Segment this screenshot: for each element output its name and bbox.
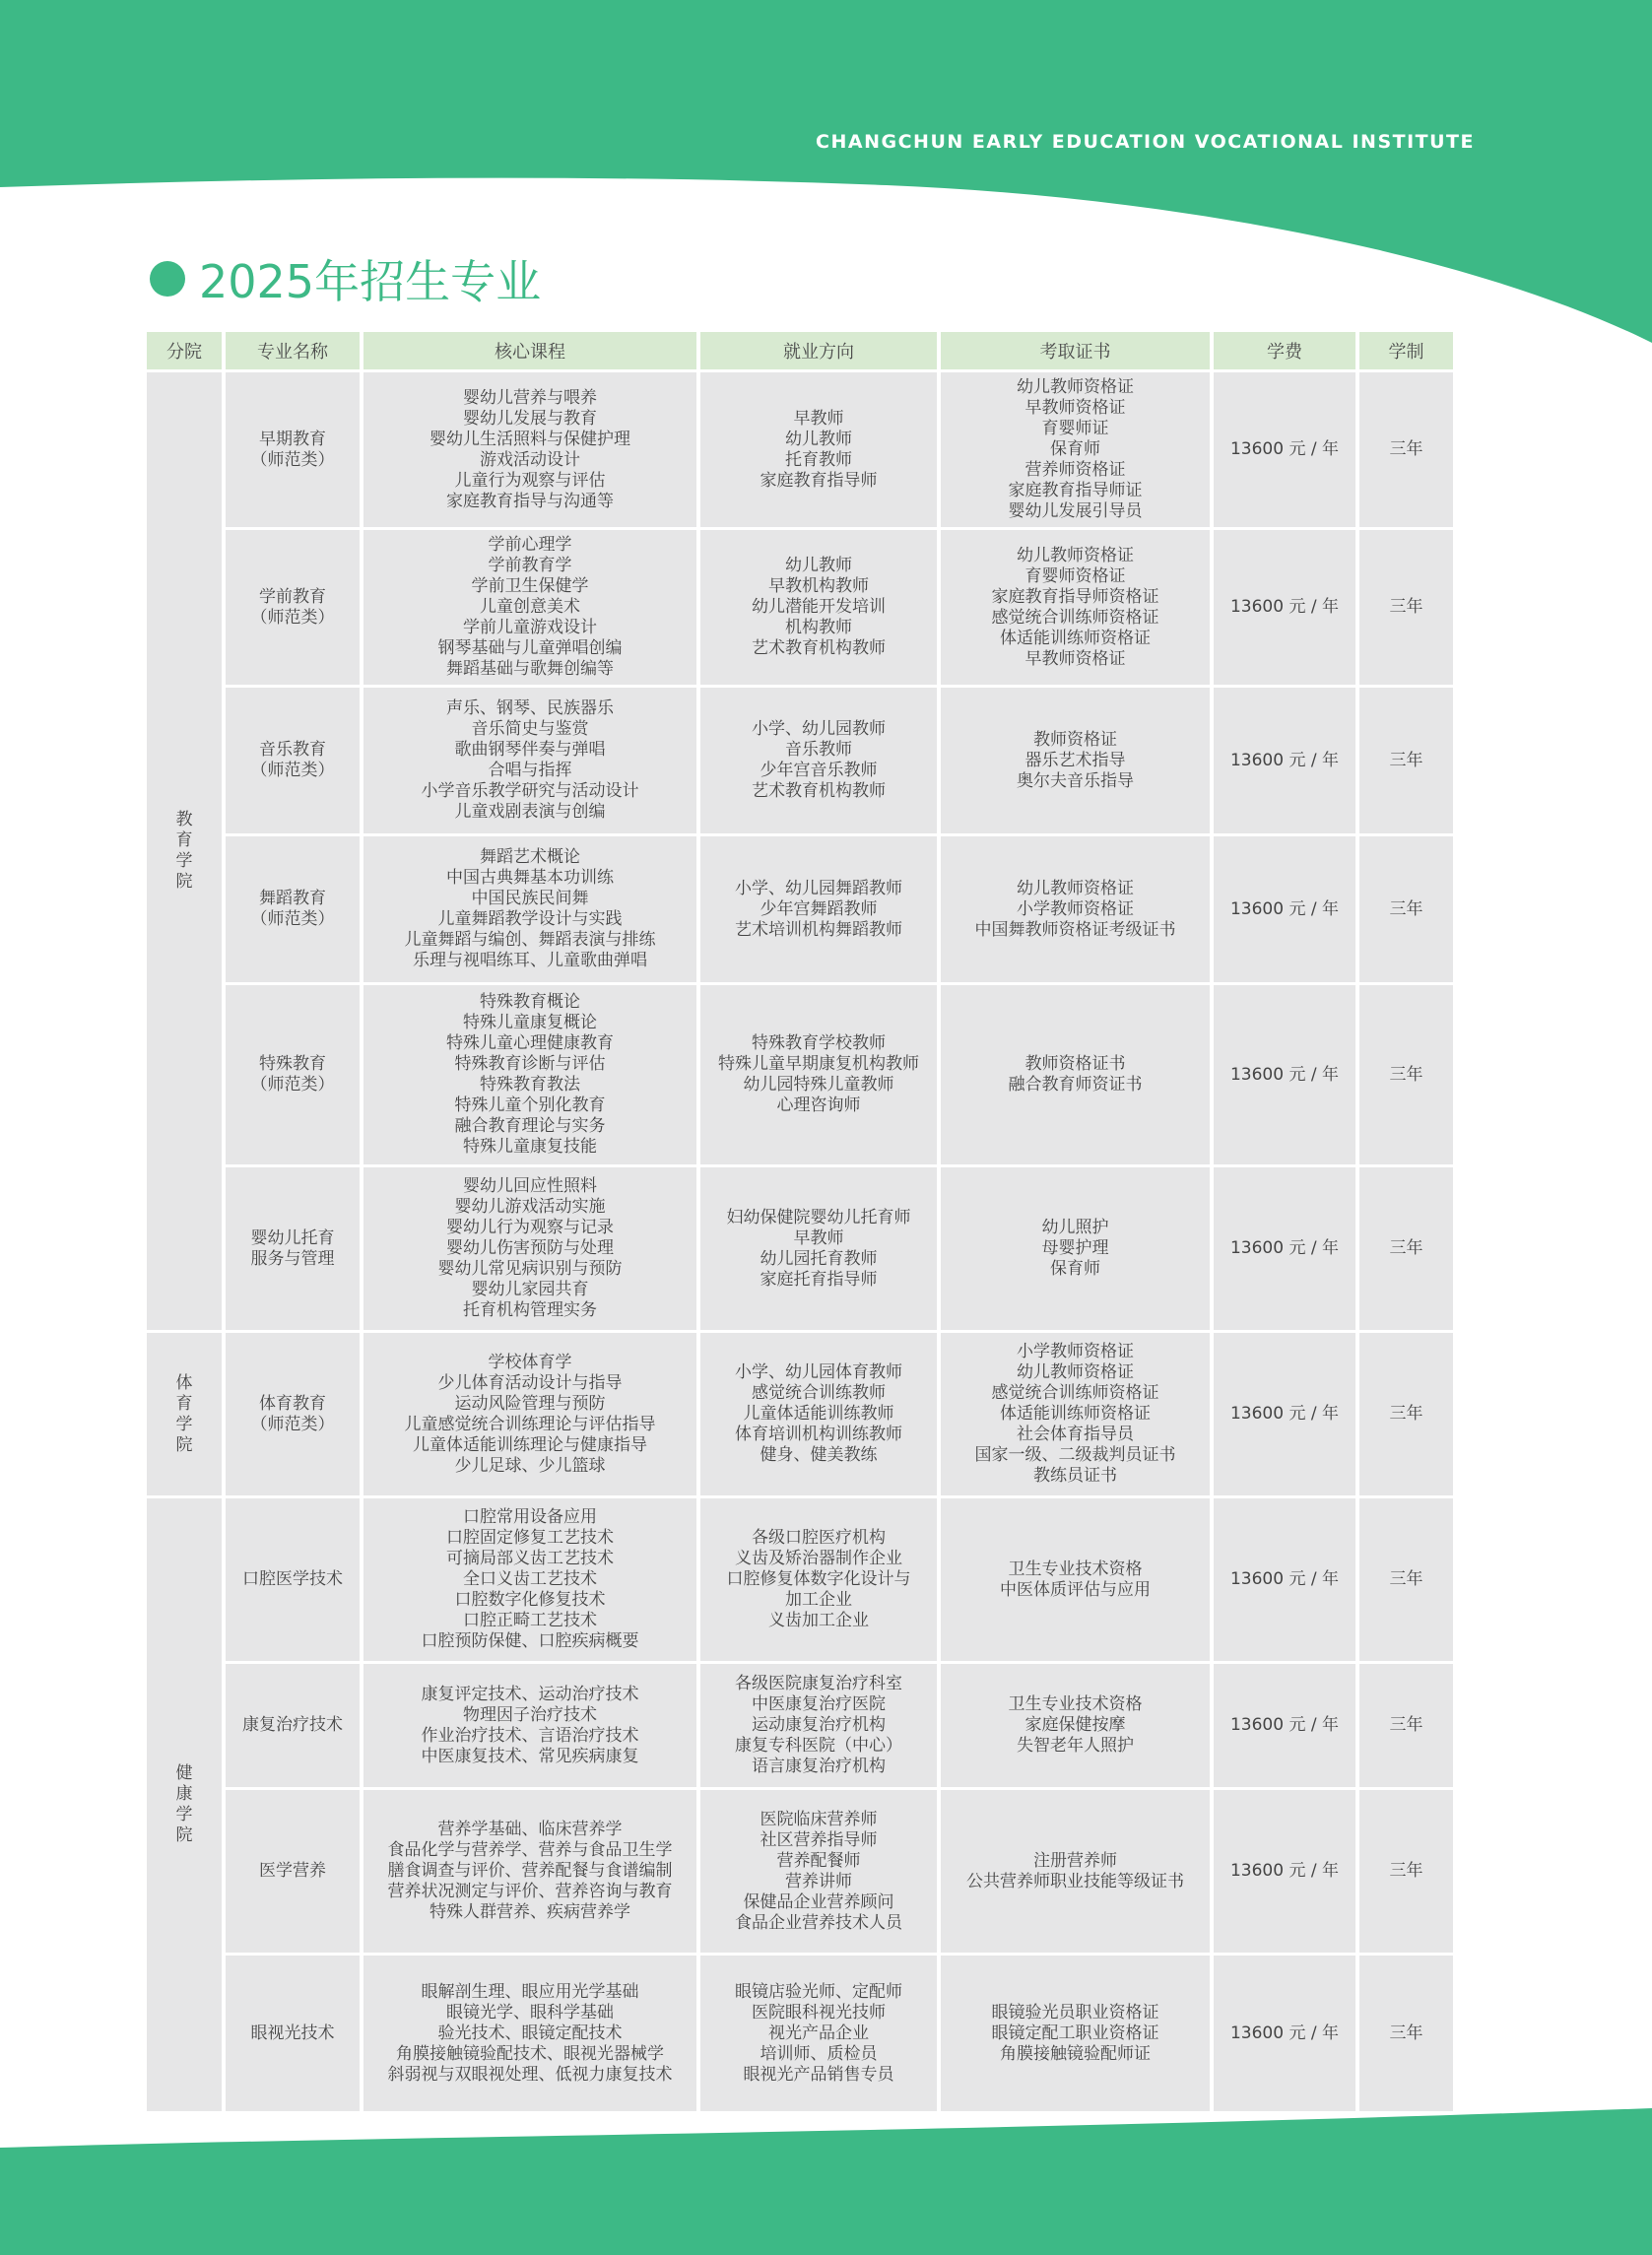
courses-cell-line: 膳食调查与评价、营养配餐与食谱编制 xyxy=(387,1861,673,1881)
careers-cell-line: 特殊儿童早期康复机构教师 xyxy=(718,1054,919,1074)
courses-cell-line: 学校体育学 xyxy=(488,1352,572,1372)
certificates-cell-line: 眼镜验光员职业资格证 xyxy=(991,2002,1159,2023)
column-header-fee: 学费 xyxy=(1214,332,1355,369)
major-name-cell xyxy=(226,1333,360,1495)
courses-cell-line: 儿童体适能训练理论与健康指导 xyxy=(413,1434,647,1455)
courses-cell-line: 儿童舞蹈教学设计与实践 xyxy=(437,909,623,929)
courses-cell-line: 特殊儿童心理健康教育 xyxy=(446,1033,614,1053)
table-row xyxy=(147,836,1453,982)
courses-cell-line: 学前儿童游戏设计 xyxy=(463,618,597,637)
courses-cell xyxy=(363,688,696,833)
careers-cell-line: 医院眼科视光技师 xyxy=(752,2002,886,2023)
years-cell: 三年 xyxy=(1359,1167,1453,1330)
fee-cell: 13600 元 / 年 xyxy=(1214,1498,1355,1661)
courses-cell-line: 儿童感觉统合训练理论与评估指导 xyxy=(404,1414,656,1434)
major-name-cell xyxy=(226,836,360,982)
courses-cell-line: 特殊儿童个别化教育 xyxy=(454,1095,606,1115)
fee-cell: 13600 元 / 年 xyxy=(1214,1333,1355,1495)
years-cell: 三年 xyxy=(1359,372,1453,527)
certificates-cell-line: 卫生专业技术资格 xyxy=(1008,1694,1143,1714)
fee-cell: 13600 元 / 年 xyxy=(1214,1790,1355,1953)
years-cell: 三年 xyxy=(1359,688,1453,833)
careers-cell-line: 心理咨询师 xyxy=(776,1095,861,1115)
careers-cell-line: 保健品企业营养顾问 xyxy=(743,1891,894,1912)
careers-cell xyxy=(700,1498,937,1661)
courses-cell-line: 儿童创意美术 xyxy=(480,597,580,617)
certificates-cell-line: 奥尔夫音乐指导 xyxy=(1017,770,1134,791)
careers-cell-line: 义齿及矫治器制作企业 xyxy=(735,1549,902,1568)
courses-cell-line: 角膜接触镜验配技术、眼视光器械学 xyxy=(396,2043,664,2064)
careers-cell-line: 艺术教育机构教师 xyxy=(752,781,886,801)
major-name-cell-line: 婴幼儿托育 xyxy=(250,1227,335,1248)
careers-cell-line: 运动康复治疗机构 xyxy=(752,1715,886,1735)
certificates-cell xyxy=(941,1956,1210,2111)
careers-cell-line: 幼儿园特殊儿童教师 xyxy=(743,1075,894,1094)
major-name-cell-line: 康复治疗技术 xyxy=(242,1715,343,1735)
courses-cell-line: 学前卫生保健学 xyxy=(471,576,589,596)
column-header-college: 分院 xyxy=(147,332,222,369)
certificates-cell xyxy=(941,985,1210,1164)
careers-cell-line: 眼视光产品销售专员 xyxy=(743,2064,894,2085)
major-name-cell xyxy=(226,372,360,527)
careers-cell-line: 艺术教育机构教师 xyxy=(752,638,886,658)
major-name-cell xyxy=(226,1498,360,1661)
table-row xyxy=(147,372,1453,527)
bottom-green-band xyxy=(0,2108,1652,2255)
major-name-cell xyxy=(226,985,360,1164)
certificates-cell-line: 教练员证书 xyxy=(1033,1466,1117,1486)
table-row xyxy=(147,1333,1453,1495)
years-cell: 三年 xyxy=(1359,985,1453,1164)
certificates-cell xyxy=(941,1790,1210,1953)
certificates-cell-line: 角膜接触镜验配师证 xyxy=(1000,2043,1151,2064)
table-row xyxy=(147,1664,1453,1787)
major-name-cell-line: 服务与管理 xyxy=(250,1248,335,1269)
certificates-cell-line: 中医体质评估与应用 xyxy=(1000,1579,1151,1600)
courses-cell-line: 婴幼儿伤害预防与处理 xyxy=(446,1238,614,1258)
careers-cell-line: 妇幼保健院婴幼儿托育师 xyxy=(726,1207,911,1227)
college-cell xyxy=(147,1333,222,1495)
courses-cell-line: 钢琴基础与儿童弹唱创编 xyxy=(437,638,623,658)
major-name-cell-line: 学前教育 xyxy=(259,586,326,607)
certificates-cell-line: 国家一级、二级裁判员证书 xyxy=(974,1445,1176,1465)
certificates-cell xyxy=(941,688,1210,833)
certificates-cell-line: 感觉统合训练师资格证 xyxy=(991,1383,1159,1403)
certificates-cell-line: 幼儿照护 xyxy=(1041,1218,1109,1237)
courses-cell xyxy=(363,985,696,1164)
years-cell: 三年 xyxy=(1359,1498,1453,1661)
courses-cell-line: 婴幼儿游戏活动实施 xyxy=(454,1197,606,1217)
careers-cell xyxy=(700,1956,937,2111)
courses-cell-line: 斜弱视与双眼视处理、低视力康复技术 xyxy=(387,2064,673,2085)
section-title: 2025年招生专业 xyxy=(199,255,542,308)
certificates-cell-line: 社会体育指导员 xyxy=(1017,1425,1134,1444)
courses-cell xyxy=(363,1498,696,1661)
college-cell xyxy=(147,372,222,1330)
careers-cell-line: 体育培训机构训练教师 xyxy=(735,1425,902,1444)
certificates-cell xyxy=(941,1167,1210,1330)
courses-cell-line: 儿童行为观察与评估 xyxy=(454,470,606,491)
careers-cell-line: 语言康复治疗机构 xyxy=(752,1757,886,1776)
careers-cell-line: 家庭托育指导师 xyxy=(760,1269,878,1290)
careers-cell-line: 加工企业 xyxy=(785,1590,852,1610)
careers-cell-line: 小学、幼儿园教师 xyxy=(752,719,886,739)
careers-cell xyxy=(700,1333,937,1495)
courses-cell-line: 可摘局部义齿工艺技术 xyxy=(446,1549,614,1568)
careers-cell-line: 眼镜店验光师、定配师 xyxy=(735,1981,902,2002)
years-cell: 三年 xyxy=(1359,530,1453,685)
courses-cell-line: 口腔数字化修复技术 xyxy=(454,1590,606,1610)
careers-cell-line: 小学、幼儿园体育教师 xyxy=(735,1362,902,1382)
careers-cell-line: 音乐教师 xyxy=(785,740,852,760)
courses-cell xyxy=(363,530,696,685)
certificates-cell-line: 育婴师资格证 xyxy=(1024,565,1126,586)
certificates-cell-line: 家庭教育指导师证 xyxy=(1008,481,1143,500)
careers-cell-line: 早教师 xyxy=(793,408,844,429)
major-name-cell-line: 医学营养 xyxy=(259,1861,326,1881)
careers-cell-line: 家庭教育指导师 xyxy=(760,470,878,491)
courses-cell-line: 运动风险管理与预防 xyxy=(454,1393,606,1414)
fee-cell: 13600 元 / 年 xyxy=(1214,1167,1355,1330)
major-name-cell xyxy=(226,1790,360,1953)
courses-cell-line: 婴幼儿家园共育 xyxy=(471,1280,589,1299)
fee-cell: 13600 元 / 年 xyxy=(1214,836,1355,982)
careers-cell-line: 幼儿园托育教师 xyxy=(760,1248,878,1269)
college-name: 体育学院 xyxy=(175,1372,193,1455)
major-name-cell-line: （师范类） xyxy=(250,607,335,628)
certificates-cell xyxy=(941,530,1210,685)
college-name: 健康学院 xyxy=(175,1763,193,1845)
certificates-cell xyxy=(941,1333,1210,1495)
courses-cell-line: 特殊教育教法 xyxy=(480,1075,580,1094)
careers-cell-line: 食品企业营养技术人员 xyxy=(735,1912,902,1933)
careers-cell-line: 中医康复治疗医院 xyxy=(752,1694,886,1714)
careers-cell-line: 培训师、质检员 xyxy=(760,2043,878,2064)
careers-cell-line: 感觉统合训练教师 xyxy=(752,1383,886,1403)
column-header-years: 学制 xyxy=(1359,332,1453,369)
certificates-cell-line: 幼儿教师资格证 xyxy=(1017,377,1134,397)
fee-cell: 13600 元 / 年 xyxy=(1214,688,1355,833)
courses-cell-line: 口腔预防保健、口腔疾病概要 xyxy=(421,1631,639,1651)
courses-cell-line: 游戏活动设计 xyxy=(480,449,580,470)
courses-cell xyxy=(363,372,696,527)
college-cell xyxy=(147,1498,222,2111)
courses-cell-line: 少儿足球、少儿篮球 xyxy=(454,1455,606,1476)
major-name-cell xyxy=(226,530,360,685)
fee-cell: 13600 元 / 年 xyxy=(1214,530,1355,685)
certificates-cell xyxy=(941,372,1210,527)
careers-cell-line: 特殊教育学校教师 xyxy=(752,1033,886,1053)
college-name: 教育学院 xyxy=(175,810,193,892)
careers-cell-line: 康复专科医院（中心） xyxy=(735,1736,902,1756)
certificates-cell-line: 体适能训练师资格证 xyxy=(1000,628,1151,648)
careers-cell xyxy=(700,1664,937,1787)
courses-cell xyxy=(363,1333,696,1495)
courses-cell-line: 学前心理学 xyxy=(488,535,572,555)
careers-cell-line: 健身、健美教练 xyxy=(760,1445,878,1465)
certificates-cell xyxy=(941,1664,1210,1787)
courses-cell-line: 婴幼儿发展与教育 xyxy=(463,408,597,429)
careers-cell-line: 营养配餐师 xyxy=(776,1850,861,1871)
careers-cell-line: 医院临床营养师 xyxy=(760,1809,878,1829)
courses-cell xyxy=(363,1664,696,1787)
certificates-cell-line: 母婴护理 xyxy=(1041,1238,1109,1258)
certificates-cell-line: 育婴师证 xyxy=(1041,419,1109,438)
courses-cell xyxy=(363,1790,696,1953)
certificates-cell-line: 保育师 xyxy=(1050,439,1100,459)
major-name-cell xyxy=(226,688,360,833)
certificates-cell-line: 幼儿教师资格证 xyxy=(1017,545,1134,565)
certificates-cell-line: 家庭保健按摩 xyxy=(1024,1715,1126,1735)
certificates-cell-line: 早教师资格证 xyxy=(1024,648,1126,669)
courses-cell xyxy=(363,836,696,982)
certificates-cell-line: 婴幼儿发展引导员 xyxy=(1008,501,1143,521)
courses-cell-line: 舞蹈基础与歌舞创编等 xyxy=(446,659,614,679)
certificates-cell-line: 失智老年人照护 xyxy=(1017,1736,1134,1756)
certificates-cell-line: 幼儿教师资格证 xyxy=(1017,1362,1134,1382)
table-row xyxy=(147,1956,1453,2111)
courses-cell-line: 眼镜光学、眼科学基础 xyxy=(446,2002,614,2023)
major-name-cell-line: 特殊教育 xyxy=(259,1054,326,1074)
major-name-cell-line: 早期教育 xyxy=(259,429,326,449)
certificates-cell-line: 中国舞教师资格证考级证书 xyxy=(974,919,1176,940)
courses-cell-line: 音乐简史与鉴赏 xyxy=(471,719,589,739)
courses-cell-line: 营养学基础、临床营养学 xyxy=(437,1820,623,1839)
courses-cell-line: 融合教育理论与实务 xyxy=(454,1116,606,1136)
courses-cell-line: 特殊教育诊断与评估 xyxy=(454,1054,606,1074)
certificates-cell-line: 眼镜定配工职业资格证 xyxy=(991,2023,1159,2043)
column-header-major: 专业名称 xyxy=(226,332,360,369)
careers-cell-line: 少年宫音乐教师 xyxy=(760,761,878,780)
years-cell: 三年 xyxy=(1359,1333,1453,1495)
years-cell: 三年 xyxy=(1359,1790,1453,1953)
major-name-cell-line: （师范类） xyxy=(250,1414,335,1434)
careers-cell-line: 各级口腔医疗机构 xyxy=(752,1528,886,1548)
courses-cell-line: 婴幼儿行为观察与记录 xyxy=(446,1218,614,1237)
courses-cell-line: 中国民族民间舞 xyxy=(471,889,589,908)
courses-cell-line: 婴幼儿生活照料与保健护理 xyxy=(430,429,630,449)
careers-cell-line: 营养讲师 xyxy=(785,1871,852,1891)
certificates-cell-line: 小学教师资格证 xyxy=(1017,1342,1134,1361)
careers-cell-line: 托育教师 xyxy=(785,449,852,470)
courses-cell-line: 歌曲钢琴伴奏与弹唱 xyxy=(454,740,606,760)
major-name-cell-line: 舞蹈教育 xyxy=(259,889,326,908)
certificates-cell-line: 器乐艺术指导 xyxy=(1024,750,1126,770)
courses-cell-line: 验光技术、眼镜定配技术 xyxy=(437,2023,623,2043)
courses-cell-line: 婴幼儿常见病识别与预防 xyxy=(437,1259,623,1279)
courses-cell-line: 食品化学与营养学、营养与食品卫生学 xyxy=(387,1840,673,1860)
major-name-cell-line: 音乐教育 xyxy=(259,740,326,760)
major-name-cell-line: 口腔医学技术 xyxy=(242,1569,343,1589)
courses-cell xyxy=(363,1167,696,1330)
courses-cell-line: 学前教育学 xyxy=(488,556,572,575)
certificates-cell-line: 卫生专业技术资格 xyxy=(1008,1559,1143,1579)
fee-cell: 13600 元 / 年 xyxy=(1214,372,1355,527)
courses-cell-line: 乐理与视唱练耳、儿童歌曲弹唱 xyxy=(413,951,647,970)
careers-cell-line: 社区营养指导师 xyxy=(760,1829,878,1850)
major-name-cell-line: （师范类） xyxy=(250,449,335,470)
courses-cell-line: 口腔固定修复工艺技术 xyxy=(446,1528,614,1548)
fee-cell: 13600 元 / 年 xyxy=(1214,1664,1355,1787)
institute-name: CHANGCHUN EARLY EDUCATION VOCATIONAL INSTITUTE xyxy=(816,131,1475,153)
courses-cell-line: 婴幼儿回应性照料 xyxy=(463,1176,597,1196)
careers-cell-line: 各级医院康复治疗科室 xyxy=(735,1674,902,1693)
certificates-cell-line: 体适能训练师资格证 xyxy=(1000,1404,1151,1424)
table-row xyxy=(147,688,1453,833)
section-header xyxy=(150,246,541,311)
courses-cell-line: 少儿体育活动设计与指导 xyxy=(437,1372,623,1393)
careers-cell-line: 义齿加工企业 xyxy=(768,1611,869,1630)
courses-cell-line: 口腔正畸工艺技术 xyxy=(463,1611,597,1630)
courses-cell-line: 婴幼儿营养与喂养 xyxy=(463,387,597,408)
fee-cell: 13600 元 / 年 xyxy=(1214,985,1355,1164)
certificates-cell xyxy=(941,836,1210,982)
courses-cell-line: 舞蹈艺术概论 xyxy=(480,847,580,867)
table-row xyxy=(147,1498,1453,1661)
courses-cell-line: 特殊儿童康复概论 xyxy=(463,1013,597,1032)
certificates-cell-line: 早教师资格证 xyxy=(1024,398,1126,418)
courses-cell-line: 口腔常用设备应用 xyxy=(463,1507,597,1527)
certificates-cell-line: 幼儿教师资格证 xyxy=(1017,878,1134,898)
careers-cell-line: 视光产品企业 xyxy=(768,2023,869,2043)
certificates-cell-line: 营养师资格证 xyxy=(1024,460,1126,480)
table-row xyxy=(147,1790,1453,1953)
courses-cell-line: 作业治疗技术、言语治疗技术 xyxy=(421,1725,639,1746)
careers-cell xyxy=(700,530,937,685)
careers-cell xyxy=(700,985,937,1164)
careers-cell xyxy=(700,1167,937,1330)
careers-cell-line: 早教机构教师 xyxy=(768,576,869,596)
courses-cell xyxy=(363,1956,696,2111)
courses-cell-line: 眼解剖生理、眼应用光学基础 xyxy=(421,1981,639,2002)
fee-cell: 13600 元 / 年 xyxy=(1214,1956,1355,2111)
major-name-cell-line: （师范类） xyxy=(250,909,335,929)
years-cell: 三年 xyxy=(1359,1664,1453,1787)
certificates-cell-line: 家庭教育指导师资格证 xyxy=(991,586,1159,607)
major-name-cell-line: （师范类） xyxy=(250,761,335,780)
major-name-cell-line: 体育教育 xyxy=(259,1393,326,1414)
careers-cell xyxy=(700,836,937,982)
major-name-cell-line: 眼视光技术 xyxy=(250,2023,335,2043)
careers-cell xyxy=(700,372,937,527)
majors-table xyxy=(143,329,1457,2114)
courses-cell-line: 小学音乐教学研究与活动设计 xyxy=(421,781,639,801)
major-name-cell xyxy=(226,1167,360,1330)
courses-cell-line: 声乐、钢琴、民族器乐 xyxy=(446,698,614,718)
certificates-cell-line: 保育师 xyxy=(1050,1259,1100,1279)
certificates-cell-line: 小学教师资格证 xyxy=(1017,898,1134,919)
careers-cell-line: 小学、幼儿园舞蹈教师 xyxy=(735,878,902,898)
table-row xyxy=(147,1167,1453,1330)
courses-cell-line: 营养状况测定与评价、营养咨询与教育 xyxy=(387,1882,673,1901)
courses-cell-line: 全口义齿工艺技术 xyxy=(463,1569,597,1589)
table-row xyxy=(147,530,1453,685)
major-name-cell xyxy=(226,1956,360,2111)
years-cell: 三年 xyxy=(1359,1956,1453,2111)
column-header-certificates: 考取证书 xyxy=(941,332,1210,369)
major-name-cell xyxy=(226,1664,360,1787)
major-name-cell-line: （师范类） xyxy=(250,1075,335,1094)
certificates-cell-line: 教师资格证书 xyxy=(1024,1054,1126,1074)
careers-cell-line: 机构教师 xyxy=(785,618,852,637)
certificates-cell-line: 感觉统合训练师资格证 xyxy=(991,607,1159,628)
years-cell: 三年 xyxy=(1359,836,1453,982)
careers-cell-line: 口腔修复体数字化设计与 xyxy=(726,1569,911,1589)
courses-cell-line: 特殊儿童康复技能 xyxy=(463,1137,597,1157)
certificates-cell xyxy=(941,1498,1210,1661)
courses-cell-line: 特殊教育概论 xyxy=(480,992,580,1012)
careers-cell-line: 幼儿教师 xyxy=(785,556,852,575)
courses-cell-line: 合唱与指挥 xyxy=(488,761,572,780)
column-header-courses: 核心课程 xyxy=(363,332,696,369)
courses-cell-line: 康复评定技术、运动治疗技术 xyxy=(421,1684,639,1704)
table-body xyxy=(147,372,1453,2111)
certificates-cell-line: 融合教育师资证书 xyxy=(1008,1075,1143,1094)
courses-cell-line: 家庭教育指导与沟通等 xyxy=(446,491,614,511)
courses-cell-line: 儿童舞蹈与编创、舞蹈表演与排练 xyxy=(404,930,656,950)
careers-cell-line: 少年宫舞蹈教师 xyxy=(760,898,878,919)
careers-cell-line: 儿童体适能训练教师 xyxy=(743,1404,894,1424)
courses-cell-line: 托育机构管理实务 xyxy=(463,1300,597,1320)
careers-cell-line: 幼儿教师 xyxy=(785,429,852,449)
certificates-cell-line: 注册营养师 xyxy=(1033,1850,1117,1871)
careers-cell xyxy=(700,1790,937,1953)
certificates-cell-line: 教师资格证 xyxy=(1033,729,1117,750)
title-bullet-icon xyxy=(150,261,185,297)
certificates-cell-line: 公共营养师职业技能等级证书 xyxy=(966,1871,1184,1891)
courses-cell-line: 中医康复技术、常见疾病康复 xyxy=(421,1746,639,1766)
careers-cell-line: 早教师 xyxy=(793,1227,844,1248)
table-header-row xyxy=(147,332,1453,369)
careers-cell xyxy=(700,688,937,833)
courses-cell-line: 儿童戏剧表演与创编 xyxy=(454,802,606,822)
courses-cell-line: 中国古典舞基本功训练 xyxy=(446,868,614,888)
courses-cell-line: 物理因子治疗技术 xyxy=(463,1704,597,1725)
careers-cell-line: 艺术培训机构舞蹈教师 xyxy=(735,919,902,940)
courses-cell-line: 特殊人群营养、疾病营养学 xyxy=(430,1902,630,1922)
table-row xyxy=(147,985,1453,1164)
careers-cell-line: 幼儿潜能开发培训 xyxy=(752,597,886,617)
column-header-careers: 就业方向 xyxy=(700,332,937,369)
